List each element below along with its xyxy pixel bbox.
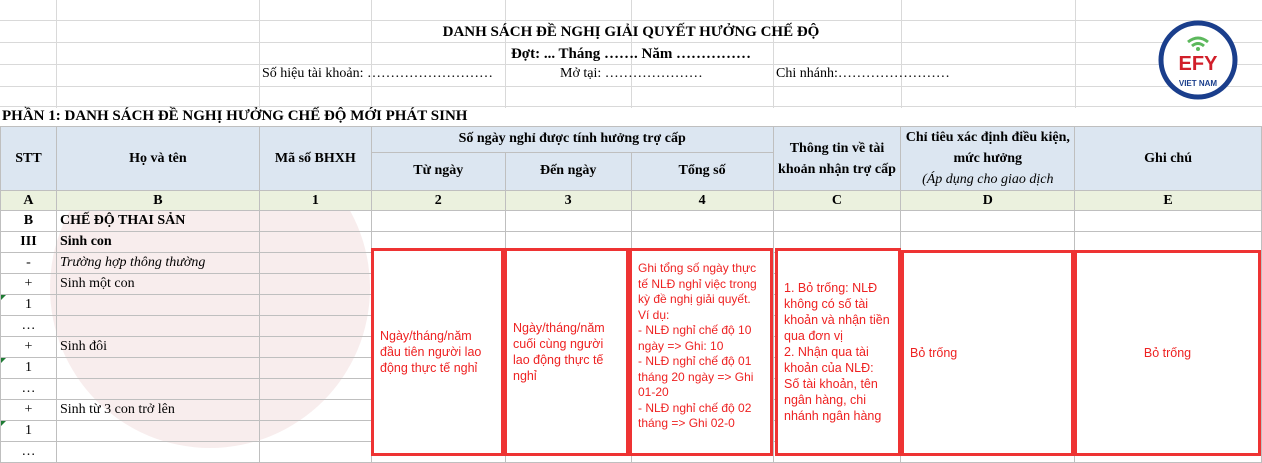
- table-row[interactable]: …: [1, 316, 1262, 337]
- col-days-group: Số ngày nghỉ được tính hưởng trợ cấp: [371, 127, 773, 153]
- period-line: Đợt: ... Tháng ……. Năm ……………: [510, 46, 752, 62]
- column-letters-row: A B 1 2 3 4 C D E: [1, 191, 1262, 211]
- col-bhxh: Mã số BHXH: [259, 127, 371, 191]
- table-row[interactable]: III Sinh con: [1, 232, 1262, 253]
- table-row[interactable]: + Sinh từ 3 con trở lên: [1, 400, 1262, 421]
- col-criteria: Chỉ tiêu xác định điều kiện, mức hưởng (Áp dụng cho giao dịch: [901, 127, 1075, 191]
- criteria-annotation: Bỏ trống: [901, 250, 1074, 456]
- col-total: Tổng số: [631, 152, 773, 190]
- table-row[interactable]: + Sinh đôi: [1, 337, 1262, 358]
- section-title: PHẦN 1: DANH SÁCH ĐỀ NGHỊ HƯỞNG CHẾ ĐỘ MỚI PHÁT SINH: [2, 108, 468, 124]
- table-row[interactable]: 1: [1, 295, 1262, 316]
- efy-logo: [1158, 20, 1238, 100]
- to-date-annotation: Ngày/tháng/năm cuối cùng người lao động thực tế nghỉ: [504, 248, 629, 456]
- table-row[interactable]: B CHẾ ĐỘ THAI SẢN: [1, 211, 1262, 232]
- from-date-annotation: Ngày/tháng/năm đầu tiên người lao động thực tế nghỉ: [371, 248, 504, 456]
- col-notes: Ghi chú: [1075, 127, 1262, 191]
- branch-label: Chi nhánh:……………………: [776, 66, 950, 81]
- svg-text:EFY: EFY: [1178, 53, 1218, 75]
- bank-label: Mở tại: …………………: [560, 66, 703, 81]
- document-title: DANH SÁCH ĐỀ NGHỊ GIẢI QUYẾT HƯỞNG CHẾ ĐỘ: [442, 24, 820, 40]
- table-row[interactable]: + Sinh một con: [1, 274, 1262, 295]
- total-days-annotation: Ghi tổng số ngày thực tế NLĐ nghỉ việc trong kỳ đề nghị giải quyết. Ví dụ: - NLĐ nghỉ chế độ 10 ngày => Ghi: 10 - NLĐ nghỉ chế độ 01 tháng 20 ngày => Ghi 01-20 - NLĐ nghỉ chế độ 02 tháng => Ghi 02-0: [629, 248, 773, 456]
- col-account-info: Thông tin về tài khoản nhận trợ cấp: [773, 127, 901, 191]
- account-info-annotation: 1. Bỏ trống: NLĐ không có số tài khoản và nhận tiền qua đơn vị 2. Nhận qua tài khoản của NLĐ: Số tài khoản, tên ngân hàng, chi nhánh ngân hàng: [775, 248, 901, 456]
- col-to: Đến ngày: [505, 152, 631, 190]
- svg-text:VIET NAM: VIET NAM: [1178, 79, 1218, 88]
- col-name: Họ và tên: [56, 127, 259, 191]
- table-row[interactable]: - Trường hợp thông thường: [1, 253, 1262, 274]
- col-from: Từ ngày: [371, 152, 505, 190]
- table-row[interactable]: 1: [1, 358, 1262, 379]
- table-row[interactable]: …: [1, 442, 1262, 463]
- table-row[interactable]: 1: [1, 421, 1262, 442]
- col-stt: STT: [1, 127, 57, 191]
- table-row[interactable]: …: [1, 379, 1262, 400]
- account-number-label: Số hiệu tài khoản: ………………………: [262, 66, 493, 81]
- notes-annotation: Bỏ trống: [1074, 250, 1261, 456]
